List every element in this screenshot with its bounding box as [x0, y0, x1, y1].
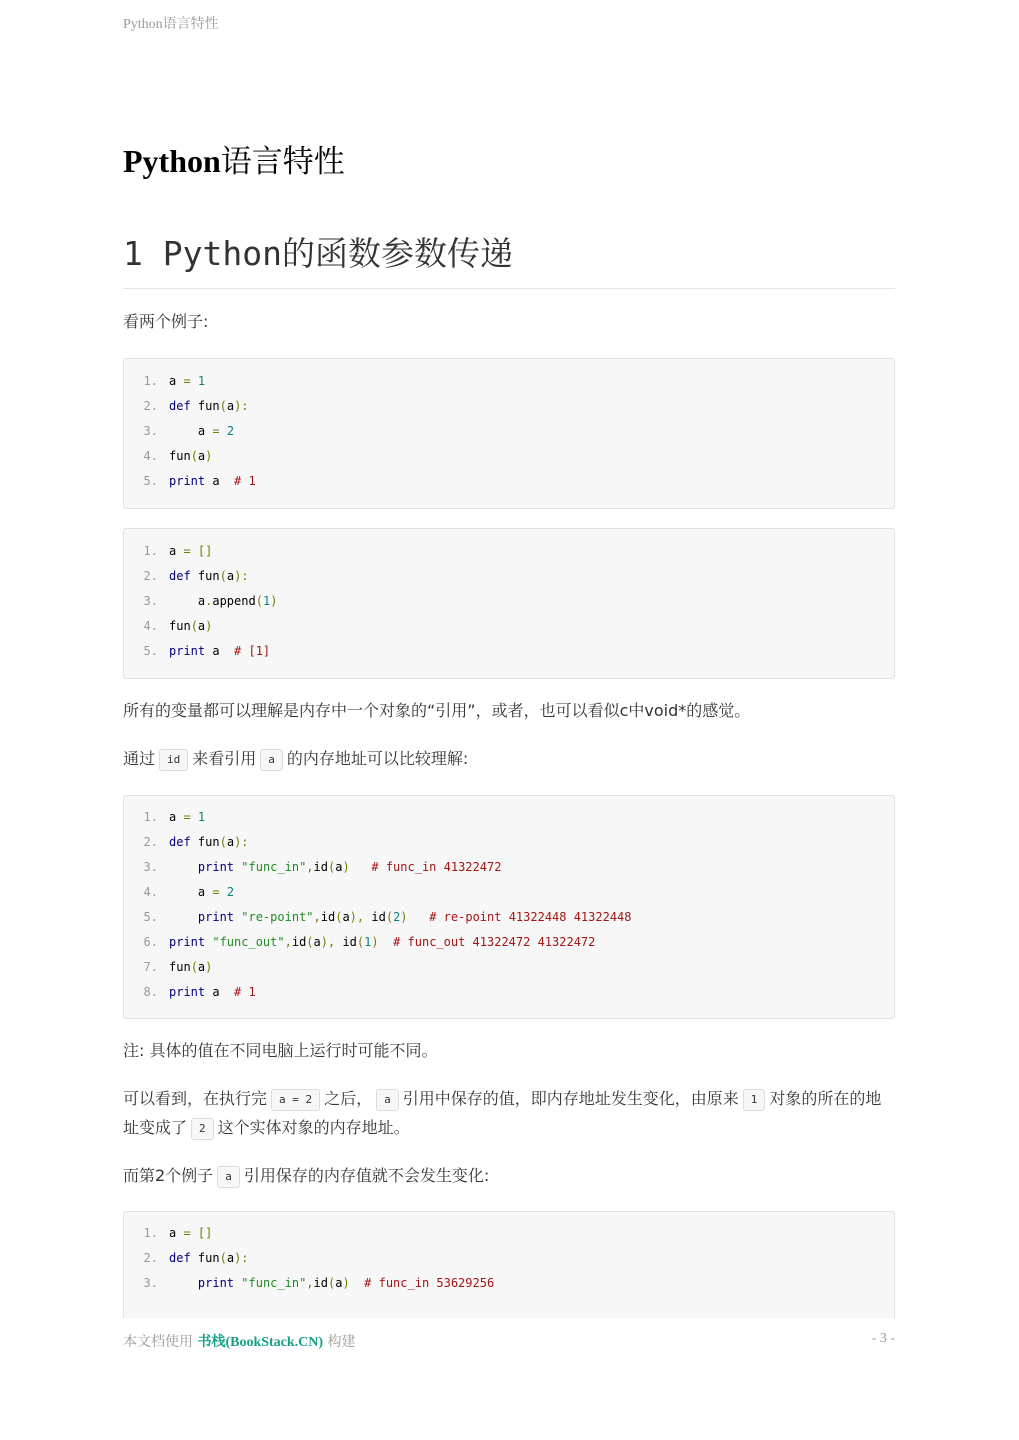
line-number: 2. — [143, 1251, 158, 1265]
inline-code: 2 — [191, 1118, 214, 1140]
code-block-4 — [123, 1211, 895, 1318]
line-number: 5. — [143, 644, 158, 658]
code-text: print a # 1 — [169, 985, 256, 999]
paragraph-explanation — [123, 1084, 895, 1142]
code-text: fun(a) — [169, 960, 213, 974]
code-block-3 — [123, 795, 895, 1019]
document-title-latin: Python — [123, 143, 221, 179]
text-run: 的内存地址可以比较理解: — [286, 749, 469, 768]
code-text: def fun(a): — [169, 835, 249, 849]
paragraph-id — [123, 744, 895, 773]
code-text: a = 2 — [169, 885, 235, 899]
line-number: 1. — [143, 374, 158, 388]
line-number: 1. — [143, 810, 158, 824]
line-number: 3. — [143, 594, 158, 608]
page-content — [123, 0, 895, 1318]
page-number: - 3 - — [871, 1331, 895, 1346]
line-number: 3. — [143, 860, 158, 874]
code-text: a = [] — [169, 544, 213, 558]
inline-code: a — [217, 1166, 240, 1188]
line-number: 7. — [143, 960, 158, 974]
code-text: print a # 1 — [169, 474, 256, 488]
document-title — [123, 140, 345, 183]
code-text: def fun(a): — [169, 1251, 249, 1265]
code-text: print "re-point",id(a), id(2) # re-point 41322448 41322448 — [197, 910, 632, 924]
footer-built-with — [123, 1331, 356, 1351]
text-run: 引用保存的内存值就不会发生变化: — [243, 1166, 490, 1185]
line-number: 3. — [143, 424, 158, 438]
code-text: def fun(a): — [169, 399, 249, 413]
line-number: 1. — [143, 544, 158, 558]
code-text: fun(a) — [169, 619, 213, 633]
inline-code: id — [159, 749, 188, 771]
document-title-cjk: 语言特性 — [220, 144, 345, 180]
code-text: fun(a) — [169, 449, 213, 463]
paragraph-intro: 看两个例子: — [123, 312, 209, 331]
line-number: 2. — [143, 399, 158, 413]
section-heading: 1 Python的函数参数传递 — [123, 232, 895, 289]
text-run: 对象的所在的地址变成了 — [123, 1089, 882, 1137]
paragraph-second-example — [123, 1161, 895, 1190]
code-text: print a # [1] — [169, 644, 271, 658]
text-run: 来看引用 — [192, 749, 257, 768]
inline-code: a — [260, 749, 283, 771]
line-number: 8. — [143, 985, 158, 999]
paragraph-note: 注: 具体的值在不同电脑上运行时可能不同。 — [123, 1041, 438, 1060]
footer-prefix: 本文档使用 — [123, 1334, 193, 1350]
code-text: a.append(1) — [169, 594, 278, 608]
inline-code: a = 2 — [271, 1089, 320, 1111]
running-header: Python语言特性 — [123, 17, 219, 32]
code-text: print "func_in",id(a) # func_in 53629256 — [197, 1276, 495, 1290]
code-text: print "func_out",id(a), id(1) # func_out 41322472 41322472 — [169, 935, 596, 949]
line-number: 4. — [143, 449, 158, 463]
code-text: print "func_in",id(a) # func_in 41322472 — [197, 860, 502, 874]
line-number: 5. — [143, 474, 158, 488]
code-text: def fun(a): — [169, 569, 249, 583]
code-block-2 — [123, 528, 895, 679]
code-text: a = 1 — [169, 810, 206, 824]
text-run: 可以看到，在执行完 — [123, 1089, 268, 1108]
inline-code: a — [376, 1089, 399, 1111]
code-text: a = 2 — [169, 424, 235, 438]
paragraph-reference: 所有的变量都可以理解是内存中一个对象的“引用”，或者，也可以看似c中void*的感觉。 — [123, 701, 751, 720]
code-block-1 — [123, 358, 895, 509]
code-text: a = 1 — [169, 374, 206, 388]
line-number: 5. — [143, 910, 158, 924]
line-number: 2. — [143, 835, 158, 849]
text-run: 通过 — [123, 749, 156, 768]
line-number: 4. — [143, 619, 158, 633]
text-run: 这个实体对象的内存地址。 — [217, 1118, 410, 1137]
line-number: 2. — [143, 569, 158, 583]
code-text: a = [] — [169, 1226, 213, 1240]
line-number: 3. — [143, 1276, 158, 1290]
text-run: 之后， — [324, 1089, 373, 1108]
line-number: 1. — [143, 1226, 158, 1240]
line-number: 4. — [143, 885, 158, 899]
footer-suffix: 构建 — [327, 1334, 356, 1350]
inline-code: 1 — [743, 1089, 766, 1111]
footer-brand-link[interactable]: 书栈(BookStack.CN) — [197, 1335, 324, 1350]
text-run: 引用中保存的值，即内存地址发生变化，由原来 — [402, 1089, 739, 1108]
line-number: 6. — [143, 935, 158, 949]
text-run: 而第2个例子 — [123, 1166, 214, 1185]
